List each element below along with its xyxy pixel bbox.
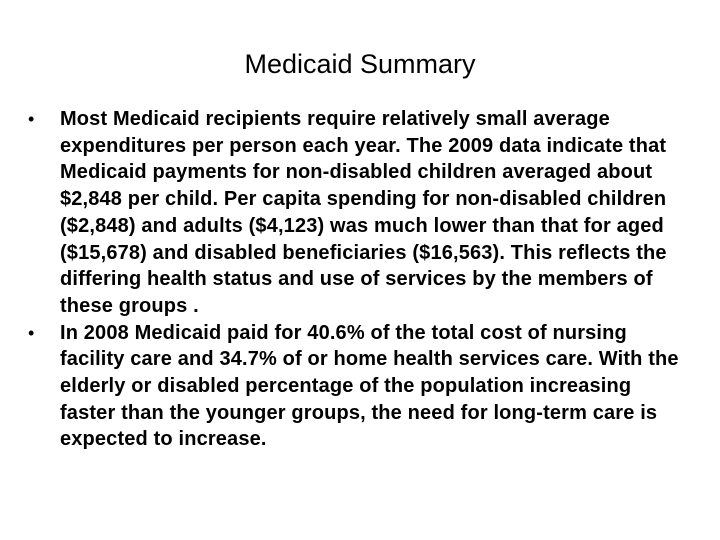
bullet-item-expenditures — [28, 106, 688, 320]
bullet-dot-icon: • — [28, 322, 35, 343]
bullet-text: Most Medicaid recipients require relatively small average expenditures per person each year. The 2009 data indicate that Medicaid payments for non-disabled children averaged about $2,848 per child. Per capita spending for non-disabled children ($2,848) and adults ($4,123) was much lower than that for aged ($15,678) and disabled beneficiaries ($16,563). This reflects the differing health status and use of services by the members of these groups . — [60, 108, 667, 317]
bullet-dot-icon: • — [28, 109, 35, 129]
bullet-text: In 2008 Medicaid paid for 40.6% of the total cost of nursing facility care and 34.7% of or home health services care. With the elderly or disabled percentage of the population increasing faster than the younger groups, the need for long-term care is expected to increase. — [60, 321, 679, 451]
slide-title: Medicaid Summary — [244, 49, 476, 79]
bullet-item-long-term-care — [28, 320, 688, 454]
bullet-list — [28, 106, 688, 453]
